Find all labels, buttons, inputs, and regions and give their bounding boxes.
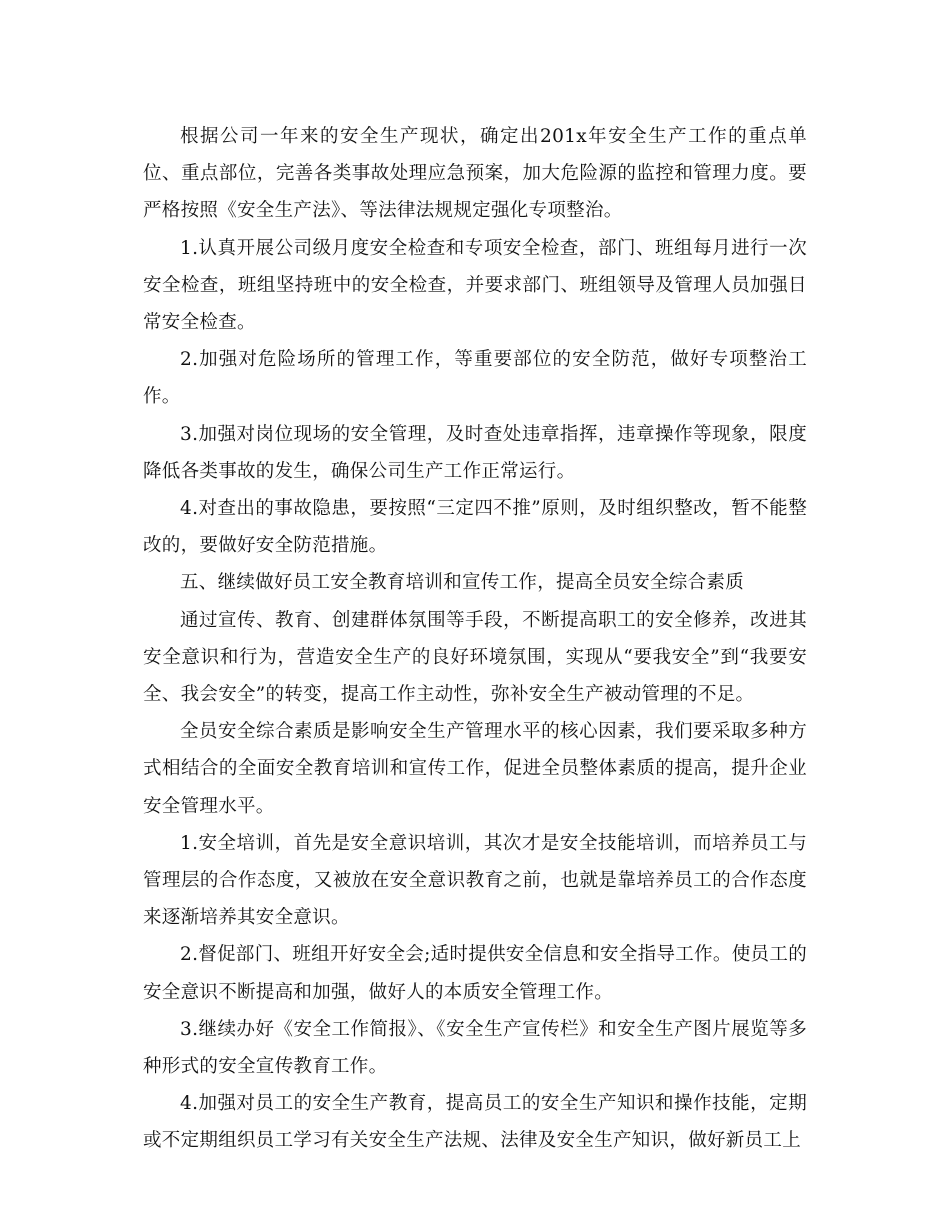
paragraph-training-4: 4.加强对员工的安全生产教育，提高员工的安全生产知识和操作技能，定期或不定期组织员工学习有关安全生产法规、法律及安全生产知识，做好新员工上: [143, 1093, 807, 1152]
paragraph-item-2-hazard-sites: 2.加强对危险场所的管理工作，等重要部位的安全防范，做好专项整治工作。: [143, 349, 807, 408]
paragraph-overall-quality: 全员安全综合素质是影响安全生产管理水平的核心因素，我们要采取多种方式相结合的全面安全教育培训和宣传工作，促进全员整体素质的提高，提升企业安全管理水平。: [143, 721, 807, 817]
paragraph-training-2: 2.督促部门、班组开好安全会;适时提供安全信息和安全指导工作。使员工的安全意识不断提高和加强，做好人的本质安全管理工作。: [143, 944, 807, 1003]
section-heading-five: 五、继续做好员工安全教育培训和宣传工作，提高全员安全综合素质: [180, 572, 745, 594]
paragraph-training-3: 3.继续办好《安全工作简报》、《安全生产宣传栏》和安全生产图片展览等多种形式的安全宣传教育工作。: [143, 1018, 807, 1078]
paragraph-intro: 根据公司一年来的安全生产现状，确定出201x年安全生产工作的重点单位、重点部位，完善各类事故处理应急预案，加大危险源的监控和管理力度。要严格按照《安全生产法》、等法律法规规定强化专项整治。: [143, 126, 807, 222]
paragraph-item-3-onsite-management: 3.加强对岗位现场的安全管理，及时查处违章指挥，违章操作等现象，限度降低各类事故的发生，确保公司生产工作正常运行。: [143, 423, 807, 482]
paragraph-item-1-inspection: 1.认真开展公司级月度安全检查和专项安全检查，部门、班组每月进行一次安全检查，班组坚持班中的安全检查，并要求部门、班组领导及管理人员加强日常安全检查。: [143, 237, 807, 334]
document-body: [143, 118, 807, 1160]
paragraph-publicity: 通过宣传、教育、创建群体氛围等手段，不断提高职工的安全修养，改进其安全意识和行为，营造安全生产的良好环境氛围，实现从“要我安全”到“我要安全、我会安全”的转变，提高工作主动性，弥补安全生产被动管理的不足。: [143, 609, 807, 706]
paragraph-item-4-hidden-dangers: 4.对查出的事故隐患，要按照“三定四不推”原则，及时组织整改，暂不能整改的，要做好安全防范措施。: [143, 498, 807, 557]
paragraph-training-1: 1.安全培训，首先是安全意识培训，其次才是安全技能培训，而培养员工与管理层的合作态度，又被放在安全意识教育之前，也就是靠培养员工的合作态度来逐渐培养其安全意识。: [143, 832, 807, 929]
